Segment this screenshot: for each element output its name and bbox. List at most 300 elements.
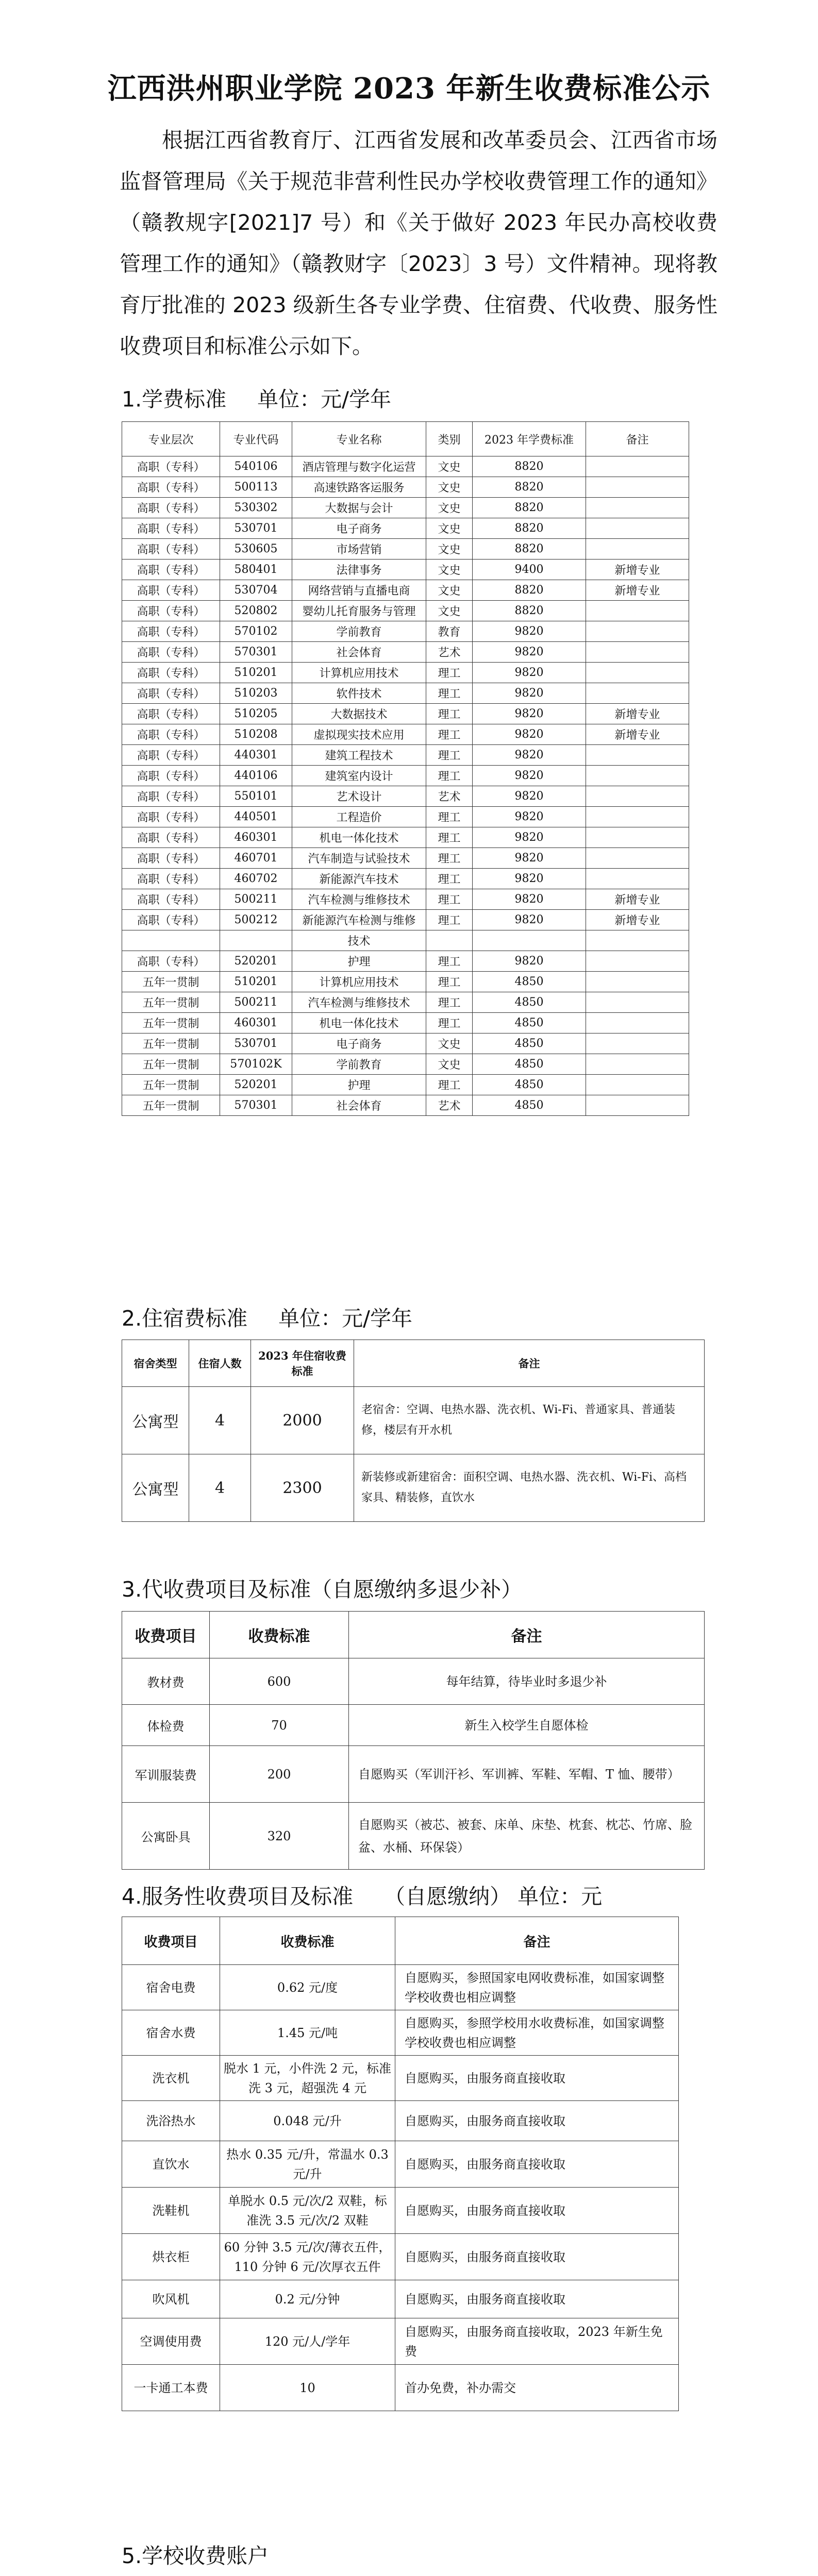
lodging-section-heading <box>122 1301 412 1332</box>
major-name: 汽车检测与维修技术 <box>292 889 426 910</box>
major-code: 500113 <box>220 477 292 498</box>
category: 艺术 <box>426 786 473 807</box>
note: 新增专业 <box>586 910 689 930</box>
table-row <box>122 1075 689 1095</box>
table-row <box>122 827 689 848</box>
category: 理工 <box>426 663 473 683</box>
tuition-fee: 4850 <box>473 972 586 992</box>
category: 理工 <box>426 951 473 972</box>
major-name: 高速铁路客运服务 <box>292 477 426 498</box>
major-name: 大数据技术 <box>292 704 426 724</box>
major-code: 570102 <box>220 621 292 642</box>
category: 理工 <box>426 1013 473 1033</box>
tuition-fee: 9820 <box>473 807 586 827</box>
major-name: 网络营销与直播电商 <box>292 580 426 601</box>
service-item: 一卡通工本费 <box>122 2365 220 2411</box>
level: 五年一贯制 <box>122 972 220 992</box>
major-name: 护理 <box>292 951 426 972</box>
major-name: 社会体育 <box>292 642 426 663</box>
note <box>586 456 689 477</box>
major-name: 建筑室内设计 <box>292 766 426 786</box>
table-row <box>122 539 689 560</box>
tuition-fee: 9820 <box>473 621 586 642</box>
category: 文史 <box>426 580 473 601</box>
note <box>586 477 689 498</box>
major-code <box>220 930 292 951</box>
note <box>586 1033 689 1054</box>
level: 高职（专科） <box>122 827 220 848</box>
major-code: 530605 <box>220 539 292 560</box>
level: 高职（专科） <box>122 642 220 663</box>
table-row <box>122 930 689 951</box>
category <box>426 930 473 951</box>
note: 新增专业 <box>586 704 689 724</box>
note <box>586 992 689 1013</box>
table-row <box>122 1746 705 1803</box>
service-item: 宿舍电费 <box>122 1965 220 2010</box>
table-row <box>122 560 689 580</box>
tuition-fee: 9400 <box>473 560 586 580</box>
agency-section-heading <box>122 1572 522 1603</box>
note <box>586 848 689 869</box>
tuition-unit: 单位：元/学年 <box>257 387 391 412</box>
tuition-fee: 9820 <box>473 745 586 766</box>
major-name: 市场营销 <box>292 539 426 560</box>
major-name: 婴幼儿托育服务与管理 <box>292 601 426 621</box>
note <box>586 930 689 951</box>
major-code: 440106 <box>220 766 292 786</box>
col-header-agency-note: 备注 <box>349 1612 705 1658</box>
service-note: 自愿购买，由服务商直接收取 <box>395 2056 679 2101</box>
service-standard: 1.45 元/吨 <box>220 2010 395 2056</box>
table-row <box>122 498 689 518</box>
col-header-service-standard: 收费标准 <box>220 1917 395 1965</box>
service-voluntary-note: （自愿缴纳） <box>384 1884 511 1909</box>
tuition-fee: 9820 <box>473 848 586 869</box>
lodging-table <box>122 1340 705 1522</box>
level: 高职（专科） <box>122 539 220 560</box>
table-row <box>122 2056 679 2101</box>
major-name: 法律事务 <box>292 560 426 580</box>
lodging-fee: 2300 <box>251 1454 354 1522</box>
col-header-fee: 2023 年学费标准 <box>473 422 586 456</box>
category: 教育 <box>426 621 473 642</box>
level: 高职（专科） <box>122 518 220 539</box>
table-row <box>122 724 689 745</box>
service-item: 直饮水 <box>122 2141 220 2188</box>
table-row <box>122 992 689 1013</box>
col-header-standard: 收费标准 <box>210 1612 349 1658</box>
table-row <box>122 1054 689 1075</box>
category: 理工 <box>426 766 473 786</box>
note <box>586 642 689 663</box>
fee-item: 教材费 <box>122 1658 210 1705</box>
major-code: 440301 <box>220 745 292 766</box>
note <box>586 972 689 992</box>
col-header-dorm-type: 宿舍类型 <box>122 1340 189 1387</box>
fee-item: 军训服装费 <box>122 1746 210 1803</box>
note <box>586 498 689 518</box>
service-item: 洗衣机 <box>122 2056 220 2101</box>
level: 高职（专科） <box>122 910 220 930</box>
tuition-fee: 9820 <box>473 910 586 930</box>
tuition-fee: 8820 <box>473 498 586 518</box>
major-name: 护理 <box>292 1075 426 1095</box>
major-code: 510201 <box>220 663 292 683</box>
major-name: 工程造价 <box>292 807 426 827</box>
major-name: 计算机应用技术 <box>292 972 426 992</box>
major-name: 技术 <box>292 930 426 951</box>
table-row <box>122 1658 705 1705</box>
note <box>586 827 689 848</box>
service-note: 自愿购买，由服务商直接收取 <box>395 2188 679 2234</box>
category: 文史 <box>426 1054 473 1075</box>
page-title: 江西洪州职业学院 2023 年新生收费标准公示 <box>107 72 711 106</box>
category: 理工 <box>426 910 473 930</box>
service-table-body <box>122 1965 679 2411</box>
level: 高职（专科） <box>122 580 220 601</box>
fee-item: 体检费 <box>122 1705 210 1746</box>
category: 艺术 <box>426 642 473 663</box>
table-row <box>122 456 689 477</box>
fee-standard: 320 <box>210 1803 349 1870</box>
service-note: 自愿购买，由服务商直接收取 <box>395 2234 679 2280</box>
note <box>586 663 689 683</box>
note: 新增专业 <box>586 580 689 601</box>
table-row <box>122 1705 705 1746</box>
major-code: 530302 <box>220 498 292 518</box>
major-name: 学前教育 <box>292 621 426 642</box>
major-name: 汽车制造与试验技术 <box>292 848 426 869</box>
major-code: 460701 <box>220 848 292 869</box>
table-row <box>122 972 689 992</box>
level <box>122 930 220 951</box>
tuition-fee: 8820 <box>473 456 586 477</box>
major-code: 460301 <box>220 1013 292 1033</box>
occupancy: 4 <box>189 1387 251 1454</box>
service-header-row <box>122 1917 679 1965</box>
table-row <box>122 869 689 889</box>
tuition-fee: 8820 <box>473 518 586 539</box>
category: 理工 <box>426 704 473 724</box>
fee-note: 自愿购买（军训汗衫、军训裤、军鞋、军帽、T 恤、腰带） <box>349 1746 705 1803</box>
category: 文史 <box>426 560 473 580</box>
tuition-fee: 9820 <box>473 683 586 704</box>
tuition-fee: 9820 <box>473 889 586 910</box>
major-code: 550101 <box>220 786 292 807</box>
table-row <box>122 704 689 724</box>
service-note: 自愿购买，参照国家电网收费标准，如国家调整学校收费也相应调整 <box>395 1965 679 2010</box>
major-code: 570102K <box>220 1054 292 1075</box>
major-name: 艺术设计 <box>292 786 426 807</box>
category: 理工 <box>426 745 473 766</box>
major-code: 570301 <box>220 642 292 663</box>
service-standard: 10 <box>220 2365 395 2411</box>
col-header-code: 专业代码 <box>220 422 292 456</box>
col-header-lodging-fee: 2023 年住宿收费标准 <box>251 1340 354 1387</box>
level: 高职（专科） <box>122 951 220 972</box>
agency-header-row <box>122 1612 705 1658</box>
service-standard: 脱水 1 元，小件洗 2 元，标准洗 3 元，超强洗 4 元 <box>220 2056 395 2101</box>
level: 五年一贯制 <box>122 992 220 1013</box>
service-standard: 120 元/人/学年 <box>220 2318 395 2365</box>
major-code: 510203 <box>220 683 292 704</box>
category: 艺术 <box>426 1095 473 1116</box>
note <box>586 786 689 807</box>
service-standard: 单脱水 0.5 元/次/2 双鞋，标准洗 3.5 元/次/2 双鞋 <box>220 2188 395 2234</box>
table-row <box>122 951 689 972</box>
level: 五年一贯制 <box>122 1075 220 1095</box>
dorm-type: 公寓型 <box>122 1454 189 1522</box>
major-code: 510201 <box>220 972 292 992</box>
level: 高职（专科） <box>122 498 220 518</box>
category: 理工 <box>426 724 473 745</box>
table-row <box>122 745 689 766</box>
tuition-header-row <box>122 422 689 456</box>
col-header-major: 专业名称 <box>292 422 426 456</box>
major-name: 机电一体化技术 <box>292 1013 426 1033</box>
tuition-fee: 9820 <box>473 766 586 786</box>
note <box>586 951 689 972</box>
major-name: 机电一体化技术 <box>292 827 426 848</box>
level: 高职（专科） <box>122 724 220 745</box>
accounts-section-heading <box>122 2539 269 2569</box>
fee-note: 自愿购买（被芯、被套、床单、床垫、枕套、枕芯、竹席、脸盆、水桶、环保袋） <box>349 1803 705 1870</box>
tuition-fee: 4850 <box>473 1033 586 1054</box>
major-code: 530701 <box>220 1033 292 1054</box>
table-row <box>122 807 689 827</box>
table-row <box>122 477 689 498</box>
category: 理工 <box>426 992 473 1013</box>
major-name: 酒店管理与数字化运营 <box>292 456 426 477</box>
service-note: 自愿购买，由服务商直接收取 <box>395 2280 679 2318</box>
category: 理工 <box>426 869 473 889</box>
major-code: 520201 <box>220 951 292 972</box>
tuition-fee <box>473 930 586 951</box>
category: 文史 <box>426 477 473 498</box>
table-row <box>122 663 689 683</box>
lodging-note: 新装修或新建宿舍：面积空调、电热水器、洗衣机、Wi-Fi、高档家具、精装修，直饮水 <box>354 1454 705 1522</box>
service-standard: 0.048 元/升 <box>220 2101 395 2141</box>
level: 高职（专科） <box>122 663 220 683</box>
major-name: 新能源汽车技术 <box>292 869 426 889</box>
category: 理工 <box>426 848 473 869</box>
tuition-table <box>122 421 689 1116</box>
major-code: 440501 <box>220 807 292 827</box>
fee-standard: 200 <box>210 1746 349 1803</box>
level: 高职（专科） <box>122 848 220 869</box>
table-row <box>122 2101 679 2141</box>
table-row <box>122 1454 705 1522</box>
note <box>586 745 689 766</box>
tuition-fee: 9820 <box>473 869 586 889</box>
tuition-fee: 8820 <box>473 477 586 498</box>
tuition-fee: 4850 <box>473 992 586 1013</box>
level: 高职（专科） <box>122 704 220 724</box>
intro-paragraph: 根据江西省教育厅、江西省发展和改革委员会、江西省市场监督管理局《关于规范非营利性民办学校收费管理工作的通知》（赣教规字[2021]7 号）和《关于做好 2023 年民办高校收费管理工作的通知》（赣教财字〔2023〕3 号）文件精神。现将教育厅批准的 2023 级新生各专业学费、住宿费、代收费、服务性收费项目和标准公示如下。 <box>120 128 717 359</box>
level: 高职（专科） <box>122 601 220 621</box>
service-standard: 热水 0.35 元/升，常温水 0.3 元/升 <box>220 2141 395 2188</box>
col-header-occupancy: 住宿人数 <box>189 1340 251 1387</box>
table-row <box>122 2188 679 2234</box>
major-code: 520201 <box>220 1075 292 1095</box>
tuition-fee: 8820 <box>473 601 586 621</box>
lodging-note: 老宿舍：空调、电热水器、洗衣机、Wi-Fi、普通家具、普通装修，楼层有开水机 <box>354 1387 705 1454</box>
note <box>586 621 689 642</box>
fee-note: 新生入校学生自愿体检 <box>349 1705 705 1746</box>
major-name: 软件技术 <box>292 683 426 704</box>
category: 理工 <box>426 972 473 992</box>
major-name: 学前教育 <box>292 1054 426 1075</box>
table-row <box>122 621 689 642</box>
tuition-fee: 8820 <box>473 580 586 601</box>
service-item: 洗鞋机 <box>122 2188 220 2234</box>
tuition-fee: 9820 <box>473 724 586 745</box>
col-header-item: 收费项目 <box>122 1612 210 1658</box>
major-code: 540106 <box>220 456 292 477</box>
tuition-fee: 4850 <box>473 1054 586 1075</box>
table-row <box>122 848 689 869</box>
table-row <box>122 1387 705 1454</box>
major-name: 社会体育 <box>292 1095 426 1116</box>
tuition-fee: 8820 <box>473 539 586 560</box>
note <box>586 683 689 704</box>
level: 高职（专科） <box>122 560 220 580</box>
major-name: 建筑工程技术 <box>292 745 426 766</box>
level: 高职（专科） <box>122 766 220 786</box>
table-row <box>122 1965 679 2010</box>
note <box>586 1013 689 1033</box>
note <box>586 1075 689 1095</box>
tuition-section-heading <box>122 382 391 413</box>
category: 文史 <box>426 539 473 560</box>
service-standard: 0.2 元/分钟 <box>220 2280 395 2318</box>
tuition-fee: 4850 <box>473 1075 586 1095</box>
category: 文史 <box>426 456 473 477</box>
major-name: 新能源汽车检测与维修 <box>292 910 426 930</box>
note <box>586 807 689 827</box>
agency-fee-table <box>122 1611 705 1870</box>
service-note: 自愿购买，由服务商直接收取，2023 年新生免费 <box>395 2318 679 2365</box>
major-code: 570301 <box>220 1095 292 1116</box>
service-item: 吹风机 <box>122 2280 220 2318</box>
service-heading-text: 4.服务性收费项目及标准 <box>122 1884 354 1909</box>
col-header-note: 备注 <box>586 422 689 456</box>
major-name: 电子商务 <box>292 518 426 539</box>
table-row <box>122 1803 705 1870</box>
tuition-fee: 4850 <box>473 1095 586 1116</box>
level: 高职（专科） <box>122 456 220 477</box>
category: 理工 <box>426 827 473 848</box>
note <box>586 1054 689 1075</box>
major-code: 500212 <box>220 910 292 930</box>
col-header-service-item: 收费项目 <box>122 1917 220 1965</box>
fee-standard: 600 <box>210 1658 349 1705</box>
major-code: 500211 <box>220 992 292 1013</box>
table-row <box>122 786 689 807</box>
service-note: 自愿购买，参照学校用水收费标准，如国家调整学校收费也相应调整 <box>395 2010 679 2056</box>
table-row <box>122 2318 679 2365</box>
level: 高职（专科） <box>122 807 220 827</box>
service-standard: 0.62 元/度 <box>220 1965 395 2010</box>
major-code: 500211 <box>220 889 292 910</box>
note <box>586 869 689 889</box>
level: 高职（专科） <box>122 477 220 498</box>
category: 文史 <box>426 601 473 621</box>
category: 理工 <box>426 889 473 910</box>
service-note: 首办免费，补办需交 <box>395 2365 679 2411</box>
level: 高职（专科） <box>122 786 220 807</box>
major-code: 530701 <box>220 518 292 539</box>
tuition-fee: 9820 <box>473 951 586 972</box>
service-standard: 60 分钟 3.5 元/次/薄衣五件，110 分钟 6 元/次厚衣五件 <box>220 2234 395 2280</box>
note <box>586 1095 689 1116</box>
table-row <box>122 766 689 786</box>
agency-heading-text: 3.代收费项目及标准（自愿缴纳多退少补） <box>122 1577 523 1602</box>
major-name: 电子商务 <box>292 1033 426 1054</box>
level: 五年一贯制 <box>122 1033 220 1054</box>
accounts-heading-text: 5.学校收费账户 <box>122 2544 269 2568</box>
major-code: 520802 <box>220 601 292 621</box>
service-note: 自愿购买，由服务商直接收取 <box>395 2141 679 2188</box>
level: 高职（专科） <box>122 621 220 642</box>
tuition-fee: 9820 <box>473 663 586 683</box>
tuition-heading-text: 1.学费标准 <box>122 387 227 412</box>
table-row <box>122 2280 679 2318</box>
service-section-heading <box>122 1879 602 1910</box>
level: 高职（专科） <box>122 869 220 889</box>
note <box>586 766 689 786</box>
table-row <box>122 2365 679 2411</box>
major-code: 510208 <box>220 724 292 745</box>
category: 文史 <box>426 518 473 539</box>
note: 新增专业 <box>586 724 689 745</box>
major-name: 虚拟现实技术应用 <box>292 724 426 745</box>
level: 高职（专科） <box>122 745 220 766</box>
major-code: 510205 <box>220 704 292 724</box>
major-name: 大数据与会计 <box>292 498 426 518</box>
tuition-table-body <box>122 456 689 1116</box>
service-unit: 单位：元 <box>517 1884 603 1909</box>
category: 理工 <box>426 683 473 704</box>
service-item: 烘衣柜 <box>122 2234 220 2280</box>
lodging-header-row <box>122 1340 705 1387</box>
category: 理工 <box>426 807 473 827</box>
note: 新增专业 <box>586 889 689 910</box>
tuition-fee: 9820 <box>473 704 586 724</box>
major-code: 460301 <box>220 827 292 848</box>
lodging-fee: 2000 <box>251 1387 354 1454</box>
table-row <box>122 1033 689 1054</box>
dorm-type: 公寓型 <box>122 1387 189 1454</box>
service-item: 空调使用费 <box>122 2318 220 2365</box>
table-row <box>122 2010 679 2056</box>
table-row <box>122 601 689 621</box>
table-row <box>122 642 689 663</box>
table-row <box>122 580 689 601</box>
lodging-heading-text: 2.住宿费标准 <box>122 1306 248 1331</box>
major-code: 460702 <box>220 869 292 889</box>
category: 文史 <box>426 498 473 518</box>
col-header-service-note: 备注 <box>395 1917 679 1965</box>
col-header-category: 类别 <box>426 422 473 456</box>
note <box>586 518 689 539</box>
level: 高职（专科） <box>122 683 220 704</box>
tuition-fee: 9820 <box>473 642 586 663</box>
major-name: 计算机应用技术 <box>292 663 426 683</box>
level: 五年一贯制 <box>122 1013 220 1033</box>
major-code: 580401 <box>220 560 292 580</box>
